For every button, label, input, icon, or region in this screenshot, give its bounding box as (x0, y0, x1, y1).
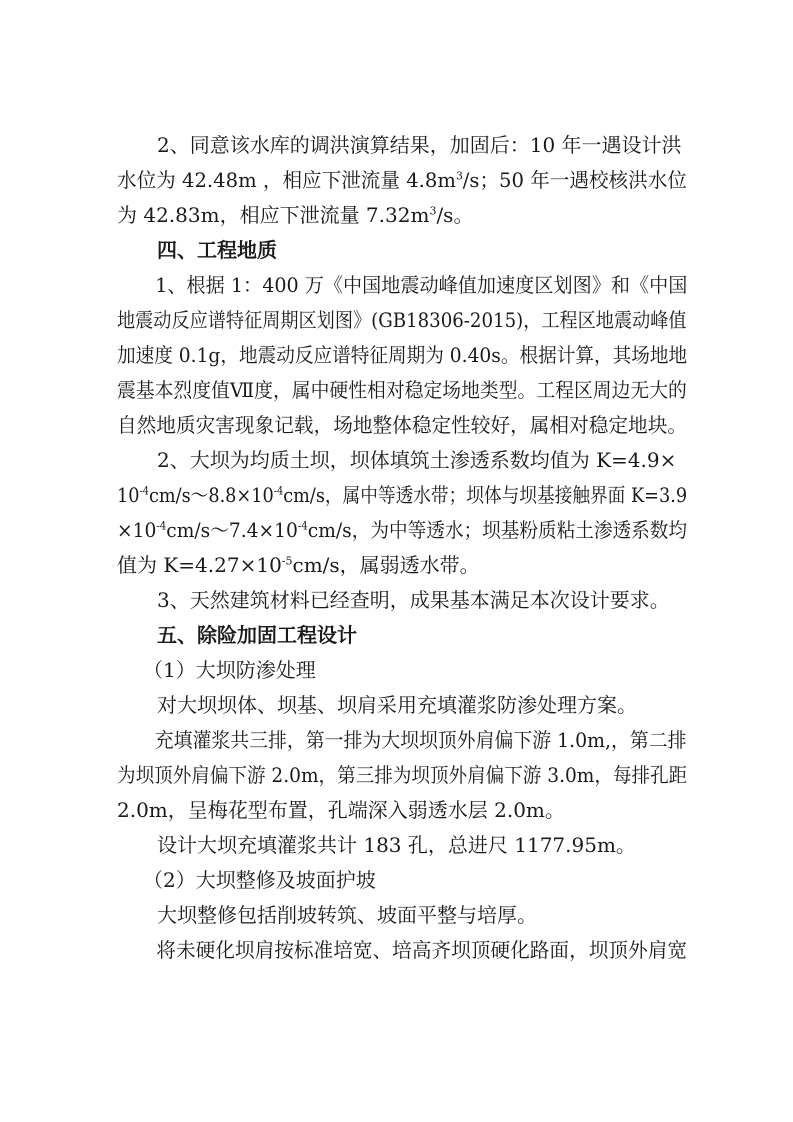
text-span: /s；50 年一遇校核洪水位 (462, 168, 687, 192)
text-line (117, 548, 687, 583)
subheading-seepage (117, 653, 687, 688)
text-span: ×10 (117, 518, 157, 542)
section-heading-design: 五、除险加固工程设计 (157, 623, 357, 647)
text-span: cm/s～7.4×10 (166, 518, 298, 542)
text-line: 对大坝坝体、坝基、坝肩采用充填灌浆防渗处理方案。 (157, 693, 637, 717)
paragraph-grouting-plan (117, 688, 687, 723)
text-line: 1、根据 1：400 万《中国地震动峰值加速度区划图》和《中国 (155, 273, 688, 297)
text-line (117, 198, 687, 233)
text-line: 2、同意该水库的调洪演算结果，加固后：10 年一遇设计洪 (157, 133, 682, 157)
text-line: 设计大坝充填灌浆共计 183 孔，总进尺 1177.95m。 (157, 833, 636, 857)
paragraph-permeability (117, 443, 687, 583)
text-line: 充填灌浆共三排，第一排为大坝坝顶外肩偏下游 1.0m,，第二排 (154, 728, 687, 752)
text-span: cm/s～8.8×10 (148, 483, 274, 507)
text-span: 值为 K=4.27×10 (117, 553, 282, 577)
superscript: -4 (139, 484, 149, 498)
text-line (117, 163, 687, 198)
superscript: -4 (273, 484, 284, 498)
section-heading-geology: 四、工程地质 (157, 238, 277, 262)
superscript: -5 (281, 554, 293, 568)
text-span: 水位为 42.48m ，相应下泄流量 4.8m (117, 168, 456, 192)
text-line: 加速度 0.1g，地震动反应谱特征周期为 0.40s。根据计算，其场地地 (117, 343, 688, 367)
text-line (117, 478, 688, 513)
text-line: 3、天然建筑材料已经查明，成果基本满足本次设计要求。 (157, 588, 670, 612)
text-span: cm/s，属弱透水带。 (292, 553, 480, 577)
superscript: -4 (297, 519, 308, 533)
paragraph-grouting-rows (117, 723, 687, 828)
text-line: 2.0m，呈梅花型布置，孔端深入弱透水层 2.0m。 (117, 798, 565, 822)
paragraph-flood-routing (117, 128, 687, 233)
paragraph-materials (117, 583, 687, 618)
superscript: 3 (455, 169, 463, 183)
text-line: 为坝顶外肩偏下游 2.0m，第三排为坝顶外肩偏下游 3.0m，每排孔距 (117, 763, 688, 787)
paragraph-shoulder (117, 933, 687, 968)
paragraph-grouting-total (117, 828, 687, 863)
text-line: 自然地质灾害现象记载，场地整体稳定性较好，属相对稳定地块。 (117, 413, 688, 437)
text-line: 震基本烈度值Ⅶ度，属中硬性相对稳定场地类型。工程区周边无大的 (117, 378, 687, 402)
text-span: 10 (117, 483, 140, 507)
document-body (117, 128, 687, 968)
text-line: 2、大坝为均质土坝，坝体填筑土渗透系数均值为 K=4.9× (157, 448, 677, 472)
paragraph-dam-repair (117, 898, 687, 933)
text-line: 大坝整修包括削坡转筑、坡面平整与培厚。 (157, 903, 537, 927)
paragraph-seismic (117, 268, 687, 443)
subheading-slope (117, 863, 687, 898)
text-line: （1）大坝防渗处理 (143, 658, 316, 682)
text-line: （2）大坝整修及坡面护坡 (143, 868, 376, 892)
text-line: 将未硬化坝肩按标准培宽、培高齐坝顶硬化路面，坝顶外肩宽 (156, 938, 688, 962)
text-span: cm/s，属中等透水带；坝体与坝基接触界面 K=3.9 (283, 483, 688, 507)
text-span: 为 42.83m，相应下泄流量 7.32m (117, 203, 430, 227)
text-span: cm/s，为中等透水；坝基粉质粘土渗透系数均 (307, 518, 688, 542)
text-line: 地震动反应谱特征周期区划图》(GB18306-2015)，工程区地震动峰值 (117, 308, 687, 332)
text-span: /s。 (436, 203, 474, 227)
superscript: -4 (156, 519, 167, 533)
text-line (117, 513, 688, 548)
superscript: 3 (429, 204, 437, 218)
